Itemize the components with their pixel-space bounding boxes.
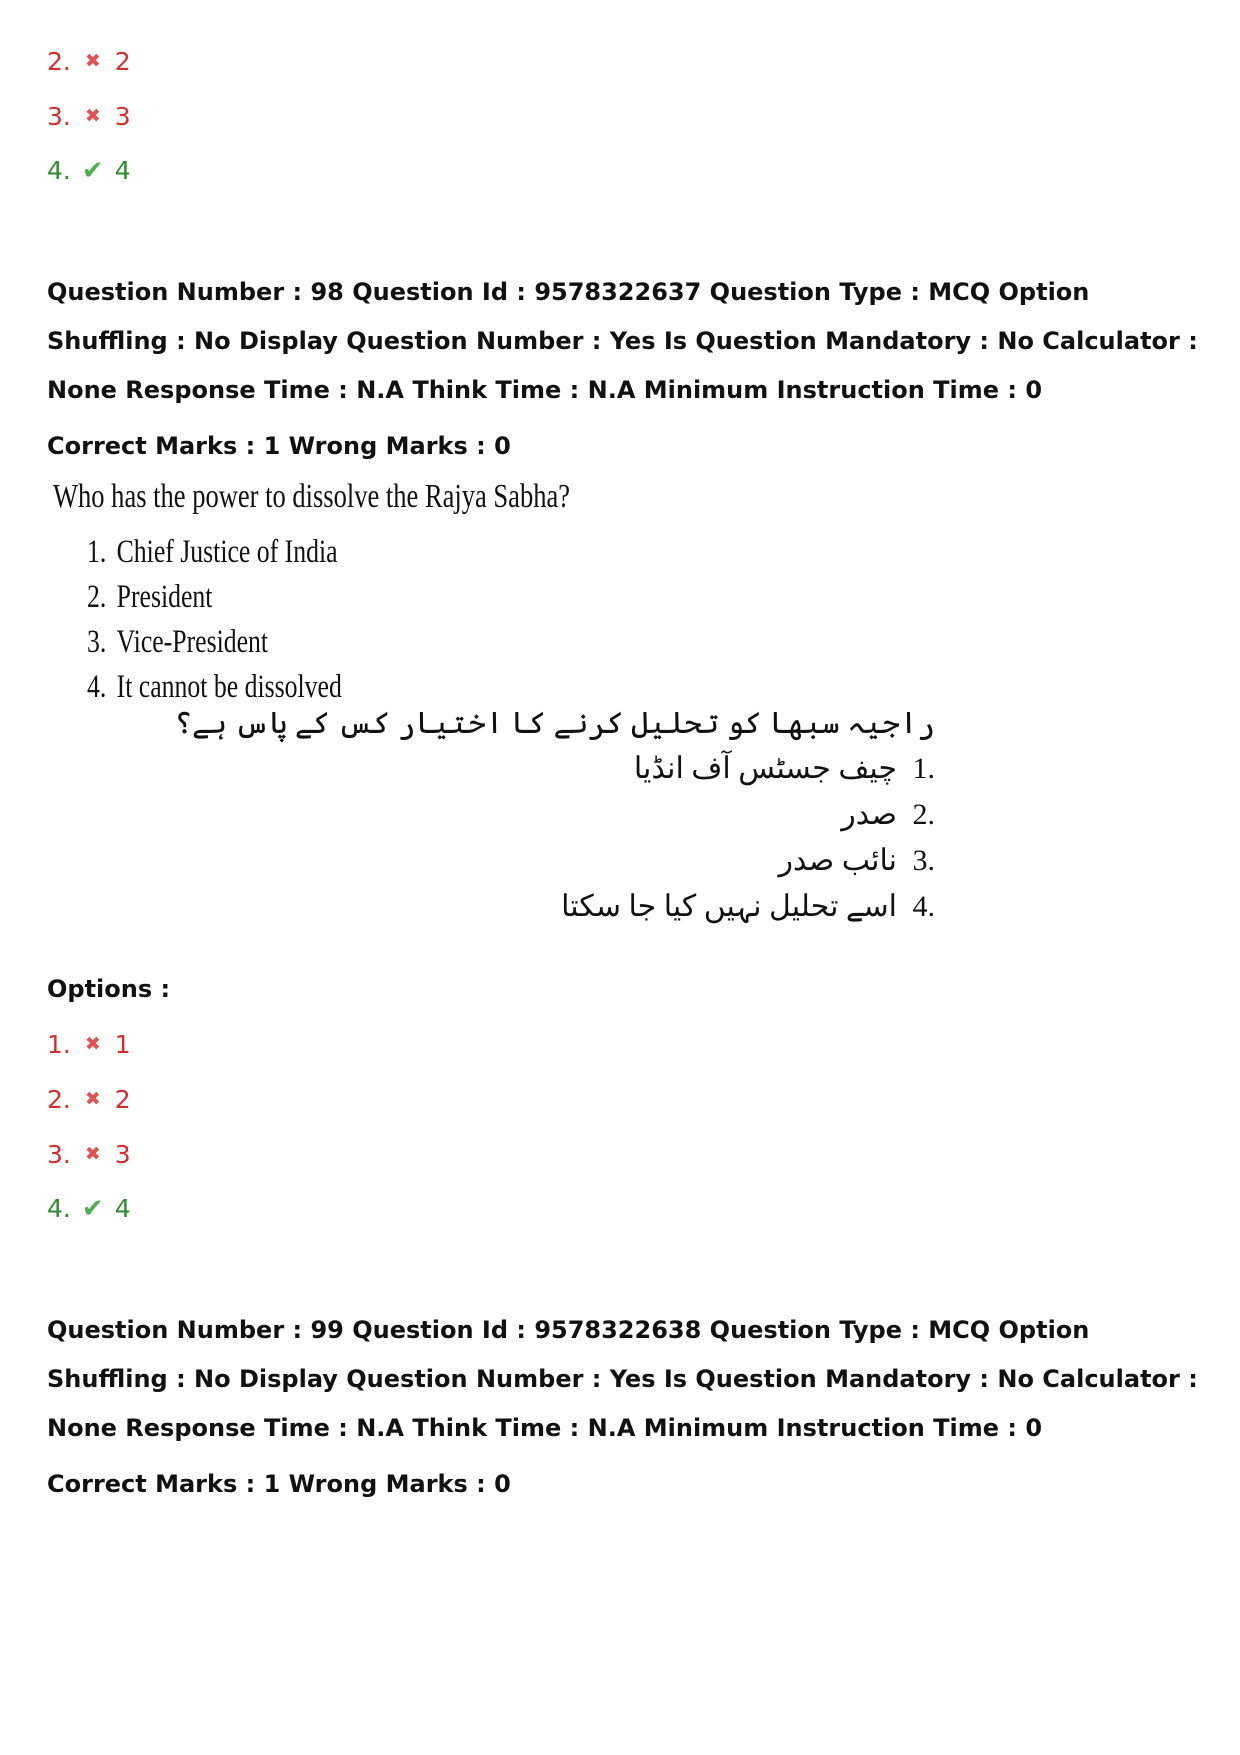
question-98-image bbox=[50, 478, 950, 938]
choice-english-1: 1. Chief Justice of India bbox=[87, 534, 338, 570]
option-index: 1. bbox=[47, 1030, 71, 1059]
option-value: 3 bbox=[114, 102, 131, 131]
option-index: 4. bbox=[47, 1194, 71, 1223]
question-98-meta: Question Number : 98 Question Id : 9578322637 Question Type : MCQ Option Shuffling : No Display Question Number : Yes Is Question Mandatory : No Calculator : None Response Time : N.A Think Time : N.A Minimum Instruction Time : 0 bbox=[47, 278, 1198, 404]
prev-option-4 bbox=[47, 156, 131, 186]
cross-icon: ✖ bbox=[84, 105, 101, 127]
choice-urdu-1: چیف جسٹس آف انڈیا 1. bbox=[633, 752, 935, 785]
choice-english-2: 2. President bbox=[87, 579, 213, 615]
choice-english-4: 4. It cannot be dissolved bbox=[87, 669, 342, 705]
option-value: 4 bbox=[114, 156, 131, 185]
option-1 bbox=[47, 1029, 131, 1060]
question-99-marks: Correct Marks : 1 Wrong Marks : 0 bbox=[47, 1470, 511, 1498]
prev-option-3 bbox=[47, 101, 131, 132]
option-value: 1 bbox=[114, 1030, 131, 1059]
option-4 bbox=[47, 1194, 131, 1224]
option-value: 4 bbox=[114, 1194, 131, 1223]
question-99-meta: Question Number : 99 Question Id : 9578322638 Question Type : MCQ Option Shuffling : No Display Question Number : Yes Is Question Mandatory : No Calculator : None Response Time : N.A Think Time : N.A Minimum Instruction Time : 0 bbox=[47, 1316, 1198, 1442]
cross-icon: ✖ bbox=[84, 1033, 101, 1055]
option-index: 3. bbox=[47, 1140, 71, 1169]
choice-urdu-2: صدر 2. bbox=[841, 798, 935, 831]
choice-english-3: 3. Vice-President bbox=[87, 624, 269, 660]
option-value: 2 bbox=[114, 1085, 131, 1114]
option-index: 2. bbox=[47, 1085, 71, 1114]
option-3 bbox=[47, 1139, 131, 1170]
choice-urdu-3: نائب صدر 3. bbox=[778, 844, 935, 877]
question-text-english: Who has the power to dissolve the Rajya Sabha? bbox=[53, 478, 571, 515]
choice-list-urdu bbox=[561, 746, 935, 930]
option-index: 3. bbox=[47, 102, 71, 131]
prev-option-2 bbox=[47, 46, 131, 77]
option-2 bbox=[47, 1084, 131, 1115]
cross-icon: ✖ bbox=[84, 1088, 101, 1110]
options-label: Options : bbox=[47, 975, 171, 1003]
option-value: 3 bbox=[114, 1140, 131, 1169]
option-index: 2. bbox=[47, 47, 71, 76]
choice-list-english bbox=[87, 530, 414, 710]
question-98-marks: Correct Marks : 1 Wrong Marks : 0 bbox=[47, 432, 511, 460]
question-text-urdu: راجیہ سبھا کو تحلیل کرنے کا اختیار کس کے پاس ہے؟ bbox=[174, 707, 935, 740]
check-icon: ✔ bbox=[81, 156, 104, 186]
cross-icon: ✖ bbox=[84, 1143, 101, 1165]
choice-urdu-4: اسے تحلیل نہیں کیا جا سکتا 4. bbox=[561, 890, 935, 923]
option-value: 2 bbox=[114, 47, 131, 76]
option-index: 4. bbox=[47, 156, 71, 185]
check-icon: ✔ bbox=[81, 1194, 104, 1224]
cross-icon: ✖ bbox=[84, 50, 101, 72]
